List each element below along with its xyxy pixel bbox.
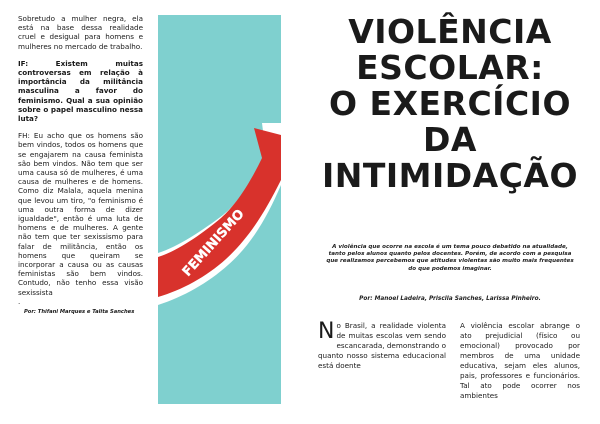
interview-question: IF: Existem muitas controversas em relação à importância da militância masculina a favor do feminismo. Qual a sua opinião sobre o papel masculino nessa luta? <box>18 58 143 124</box>
article-byline: Por: Manoel Ladeira, Priscila Sanches, Larissa Pinheiro. <box>359 296 541 302</box>
feminism-photo <box>158 15 281 404</box>
article-title <box>300 14 600 194</box>
feminism-banner-illustration <box>158 15 281 404</box>
interview-answer <box>18 131 143 306</box>
title-line: ESCOLAR: <box>356 48 544 87</box>
title-line: DA <box>423 120 477 159</box>
interview-credit: Por: Thifani Marques e Talita Sanches <box>24 309 135 316</box>
banner-text: FEMINISMO <box>179 206 248 280</box>
body1-text: o Brasil, a realidade violenta de muitas escolas vem sendo escancarada, demonstrando o quanto nosso sistema educacional está doente <box>318 321 446 370</box>
article-body-col1 <box>318 321 446 371</box>
answer-dot: . <box>18 296 21 306</box>
answer-text: FH: Eu acho que os homens são bem vindos, todos os homens que se engajarem na causa feminista são bem vindos. Não tem que ser uma causa só de mulheres, é uma causa de mulheres e de homens. Como diz Malala, aquela menina que levou um tiro, "o feminismo é uma outra forma de dizer igualdade", então é uma luta de homens e de mulheres. A gente não tem que ter sexissismo para falar de militância, então os homens que queiram se incorporar a causa ou as causas feministas são bem vindos. Contudo, não tenho essa visão sexissista <box>18 131 143 297</box>
title-line: VIOLÊNCIA <box>348 12 552 51</box>
article-abstract: A violência que ocorre na escola é um tema pouco debatido na atualidade, tanto pelos alunos quanto pelos docentes. Porém, de acordo com a pesquisa que realizamos percebemos que atitudes violentas são muito mais frequentes do que podemos imaginar. <box>326 244 574 272</box>
article <box>300 0 600 424</box>
intro-paragraph: Sobretudo a mulher negra, ela está na base dessa realidade cruel e desigual para homens e mulheres no mercado de trabalho. <box>18 14 143 51</box>
title-line: INTIMIDAÇÃO <box>321 156 579 195</box>
interview-column <box>18 14 143 325</box>
drop-cap: N <box>318 319 335 344</box>
title-line: O EXERCÍCIO <box>328 84 572 123</box>
article-body-col2: A violência escolar abrange o ato prejudicial (físico ou emocional) provocado por membros de uma unidade educativa, sejam eles alunos, pais, professores e funcionários. Tal ato pode ocorrer nos ambientes <box>460 321 580 400</box>
